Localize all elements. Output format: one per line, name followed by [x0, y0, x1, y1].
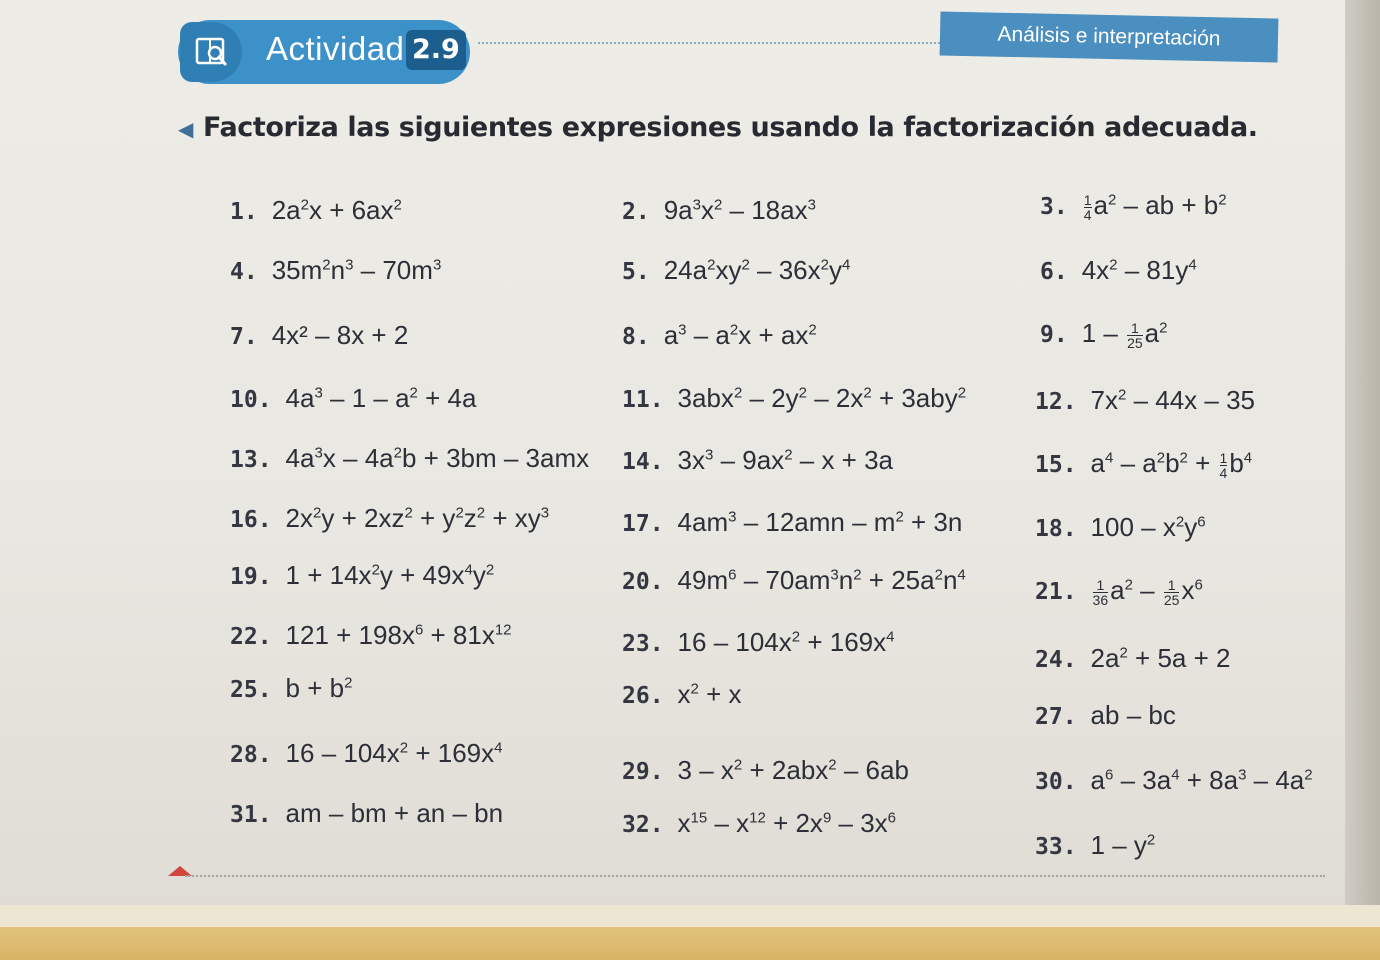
exercise-item: 18. $100 - x^2y^6$ [1035, 512, 1206, 542]
exercise-item: 9. 1 – $\frac{1}{25}$ $a^2$ [1040, 318, 1168, 351]
exercise-item: 17. $4am^3 - 12amn - m^2 + 3n$ [622, 507, 963, 537]
exercise-item: 27. ab – bc [1035, 700, 1176, 730]
exercise-item: 30. $a^6 - 3a^4 + 8a^3 - 4a^2$ [1035, 765, 1313, 795]
exercise-item: 24. $2a^2 + 5a + 2$ [1035, 643, 1231, 673]
bottom-divider [185, 875, 1325, 877]
exercise-item: 1. $2a^2x + 6ax^2$ [230, 195, 402, 225]
exercise-item: 28. $16 - 104x^2 + 169x^4$ [230, 738, 503, 768]
category-label: Análisis e interpretación [997, 22, 1221, 51]
exercise-item: 11. $3abx^2 - 2y^2 - 2x^2 + 3aby^2$ [622, 383, 967, 413]
exercise-item: 4. $35m^2n^3 - 70m^3$ [230, 255, 442, 285]
exercise-item: 22. $121 + 198x^6 + 81x^{12}$ [230, 620, 512, 650]
category-tab [940, 11, 1279, 62]
exercise-item: 14. $3x^3 - 9ax^2 - x + 3a$ [622, 445, 893, 475]
exercise-item: 2. $9a^3x^2 - 18ax^3$ [622, 195, 816, 225]
exercise-item: 32. $x^{15} - x^{12} + 2x^9 - 3x^6$ [622, 808, 896, 838]
exercise-item: 26. $x^2 + x$ [622, 679, 742, 709]
exercise-item: 31. am – bm + an – bn [230, 798, 504, 828]
magnifier-book-icon [180, 22, 242, 82]
activity-label: Actividad [266, 30, 405, 67]
exercise-item: 3. $\frac{1}{4}$ $a^2$ – ab + $b^2$ [1040, 190, 1227, 223]
exercise-item: 7. 4x² – 8x + 2 [230, 320, 409, 350]
exercise-item: 19. $1 + 14x^2y + 49x^4y^2$ [230, 560, 495, 590]
exercise-item: 15. $a^4 - a^2b^2$ + $\frac{1}{4}$ $b^4$ [1035, 448, 1253, 481]
exercise-item: 21. $\frac{1}{36}$ $a^2$ – $\frac{1}{25}$ $x^6$ [1035, 575, 1203, 608]
exercise-item: 8. $a^3 - a^2x + ax^2$ [622, 320, 817, 350]
exercise-item: 33. $1 - y^2$ [1035, 830, 1156, 860]
instruction-heading [178, 112, 1258, 143]
exercise-item: 6. $4x^2 - 81y^4$ [1040, 255, 1197, 285]
activity-number: 2.9 [406, 30, 466, 70]
arrow-left-icon: ◀ [178, 117, 193, 141]
exercise-item: 20. $49m^6 - 70am^3n^2 + 25a^2n^4$ [622, 565, 966, 595]
exercise-item: 13. $4a^3x - 4a^2b + 3bm - 3amx$ [230, 443, 590, 473]
instruction-text: Factoriza las siguientes expresiones usando la factorización adecuada. [202, 112, 1258, 143]
exercise-item: 12. $7x^2 - 44x - 35$ [1035, 385, 1256, 415]
exercise-item: 10. $4a^3 - 1 - a^2 + 4a$ [230, 383, 477, 413]
exercise-item: 5. $24a^2xy^2 - 36x^2y^4$ [622, 255, 851, 285]
table-surface [0, 905, 1380, 960]
page-edge [1345, 0, 1380, 960]
header-divider [478, 42, 948, 44]
exercise-item: 16. $2x^2y + 2xz^2 + y^2z^2 + xy^3$ [230, 503, 550, 533]
exercise-item: 25. $b + b^2$ [230, 673, 353, 703]
exercise-item: 23. $16 - 104x^2 + 169x^4$ [622, 627, 895, 657]
exercise-item: 29. $3 - x^2 + 2abx^2 - 6ab$ [622, 755, 909, 785]
